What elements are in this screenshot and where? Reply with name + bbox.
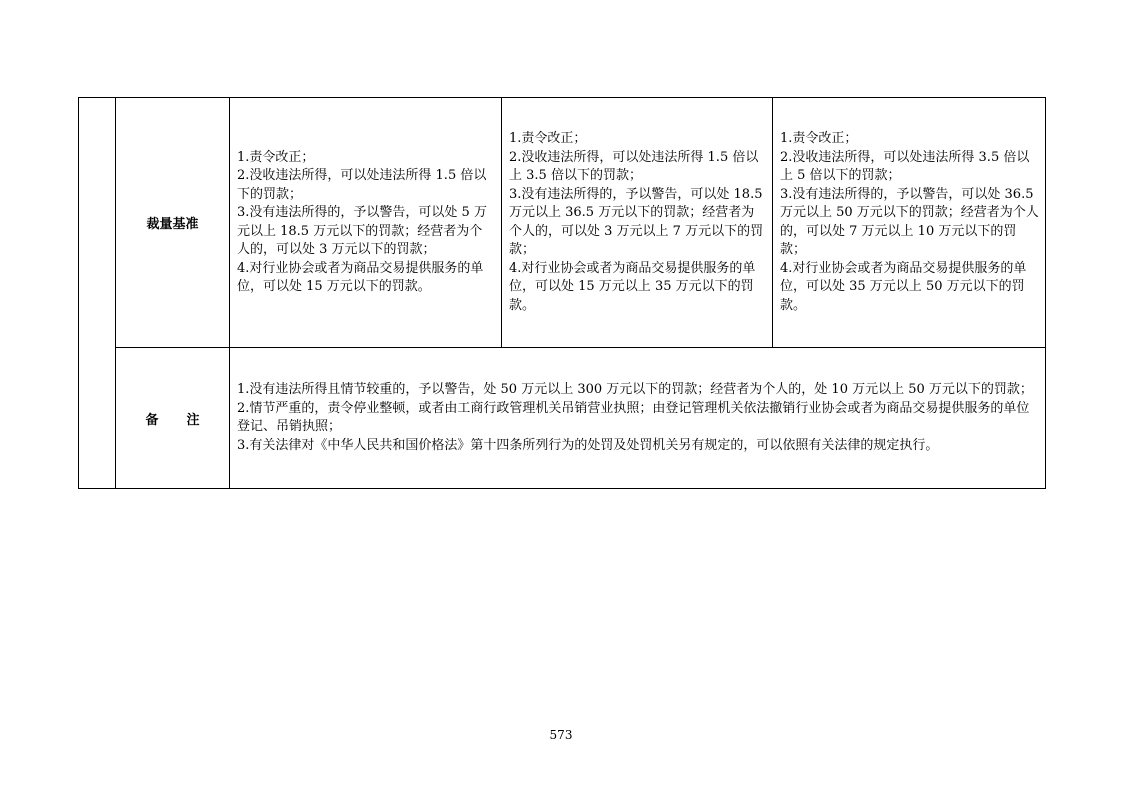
criteria-3-item-1: 1.责令改正； [780, 131, 858, 146]
criteria-cell-3 [773, 98, 1046, 348]
criteria-1-item-1: 1.责令改正； [237, 149, 315, 165]
criteria-2-item-2: 2.没收违法所得，可以处违法所得 1.5 倍以上 3.5 倍以下的罚款； [509, 149, 759, 183]
criteria-3-item-3: 3.没有违法所得的，予以警告，可以处 36.5 万元以上 50 万元以下的罚款；经营者为个人的，可以处 7 万元以上 10 万元以下的罚款； [780, 186, 1039, 257]
remarks-label: 备 注 [145, 412, 200, 428]
criteria-label-cell [116, 98, 230, 348]
criteria-1-item-4: 4.对行业协会或者为商品交易提供服务的单位，可以处 15 万元以下的罚款。 [237, 260, 484, 294]
criteria-2-item-4: 4.对行业协会或者为商品交易提供服务的单位，可以处 15 万元以上 35 万元以下的罚款。 [509, 260, 756, 313]
criteria-2-item-1: 1.责令改正； [509, 131, 587, 146]
remarks-label-cell [116, 348, 230, 489]
penalty-table [78, 97, 1046, 489]
remark-item-1: 1.没有违法所得且情节较重的，予以警告，处 50 万元以上 300 万元以下的罚款；经营者为个人的，处 10 万元以上 50 万元以下的罚款； [237, 382, 1033, 397]
criteria-cell-2 [502, 98, 773, 348]
page-number: 573 [549, 728, 573, 742]
remark-item-3: 3.有关法律对《中华人民共和国价格法》第十四条所列行为的处罚及处罚机关另有规定的，可以依照有关法律的规定执行。 [237, 437, 939, 453]
table-row-criteria [79, 98, 1046, 348]
criteria-2-item-3: 3.没有违法所得的，予以警告，可以处 18.5 万元以上 36.5 万元以下的罚款；经营者为个人的，可以处 3 万元以上 7 万元以下的罚款； [509, 186, 764, 257]
criteria-3-item-2: 2.没收违法所得，可以处违法所得 3.5 倍以上 5 倍以下的罚款； [780, 149, 1030, 183]
criteria-label: 裁量基准 [146, 217, 199, 232]
remark-item-2: 2.情节严重的，责令停业整顿，或者由工商行政管理机关吊销营业执照；由登记管理机关依法撤销行业协会或者为商品交易提供服务的单位登记、吊销执照； [237, 400, 1030, 434]
criteria-3-item-4: 4.对行业协会或者为商品交易提供服务的单位，可以处 35 万元以上 50 万元以下的罚款。 [780, 260, 1027, 313]
criteria-1-item-3: 3.没有违法所得的，予以警告，可以处 5 万元以上 18.5 万元以下的罚款；经营者为个人的，可以处 3 万元以下的罚款； [237, 205, 487, 257]
criteria-1-item-2: 2.没收违法所得，可以处违法所得 1.5 倍以下的罚款； [237, 168, 487, 202]
remarks-cell [230, 348, 1046, 489]
left-blank-cell [79, 98, 116, 489]
criteria-cell-1 [230, 98, 502, 348]
table-row-remarks [79, 348, 1046, 489]
